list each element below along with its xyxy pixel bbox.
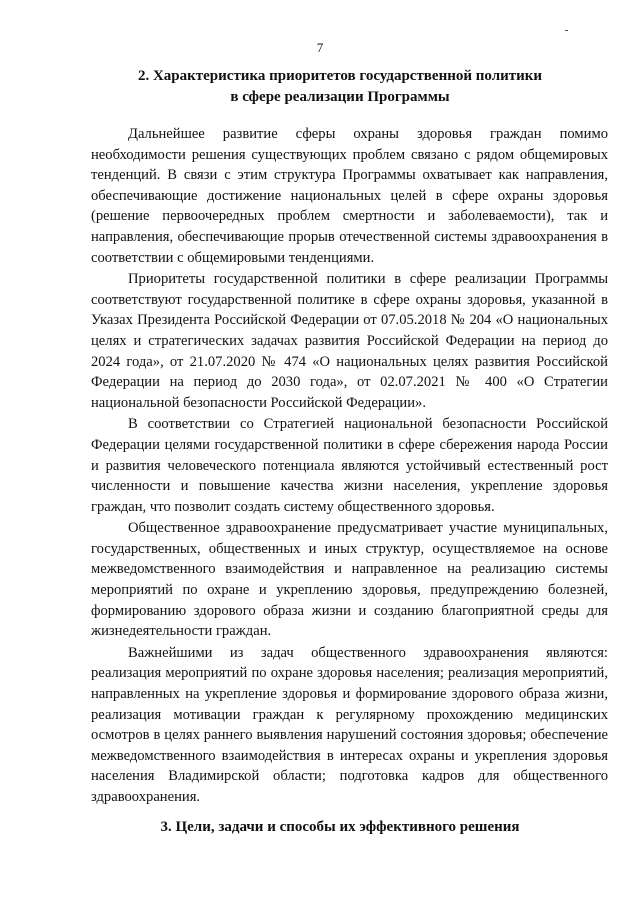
paragraph-1: Дальнейшее развитие сферы охраны здоровья граждан помимо необходимости решения существующих проблем связано с рядом общемировых тенденций. В связи с этим структура Программы охватывает как направления, обеспечивающие достижение национальных целей в сфере охраны здоровья (решение первоочередных проблем смертности и заболеваемости), так и направления, обеспечивающие прорыв отечественной системы здравоохранения в соответствии с общемировыми тенденциями. xyxy=(91,126,608,266)
section-2-heading-line-1: 2. Характеристика приоритетов государственной политики xyxy=(137,68,543,84)
section-2-body xyxy=(91,124,608,808)
paragraph-4: Общественное здравоохранение предусматривает участие муниципальных, государственных, общественных и иных структур, осуществляемое на основе межведомственного взаимодействия и направленное на реализацию системы мероприятий по охране и укреплению здоровья, предупреждению болезней, формированию здорового образа жизни и созданию благоприятной среды для жизнедеятельности граждан. xyxy=(91,520,608,640)
page-number: 7 xyxy=(316,40,324,55)
paragraph-3: В соответствии со Стратегией национальной безопасности Российской Федерации целями государственной политики в сфере сбережения народа России и развития человеческого потенциала являются устойчивый естественный рост численности и повышение качества жизни населения, укрепление здоровья граждан, что позволит создать систему общественного здоровья. xyxy=(91,416,608,515)
paragraph-5: Важнейшими из задач общественного здравоохранения являются: реализация мероприятий по охране здоровья населения; реализация мероприятий, направленных на укрепление здоровья и формирование здорового образа жизни, реализация мотивации граждан к регулярному прохождению медицинских осмотров в целях раннего выявления нарушений состояния здоровья; обеспечение межведомственного взаимодействия в интересах охраны и укрепления здоровья населения Владимирской области; подготовка кадров для общественного здравоохранения. xyxy=(91,644,608,805)
paragraph-2: Приоритеты государственной политики в сфере реализации Программы соответствуют государственной политике в сфере охраны здоровья, указанной в Указах Президента Российской Федерации от 07.05.2018 № 204 «О национальных целях и стратегических задачах развития Российской Федерации на период до 2024 года», от 21.07.2020 № 474 «О национальных целях развития Российской Федерации на период до 2030 года», от 02.07.2021 № 400 «О Стратегии национальной безопасности Российской Федерации». xyxy=(91,271,608,411)
scan-mark xyxy=(565,30,568,31)
section-2-heading xyxy=(60,66,620,107)
section-3-heading: 3. Цели, задачи и способы их эффективного решения xyxy=(160,819,520,835)
section-2-heading-line-2: в сфере реализации Программы xyxy=(230,88,450,105)
